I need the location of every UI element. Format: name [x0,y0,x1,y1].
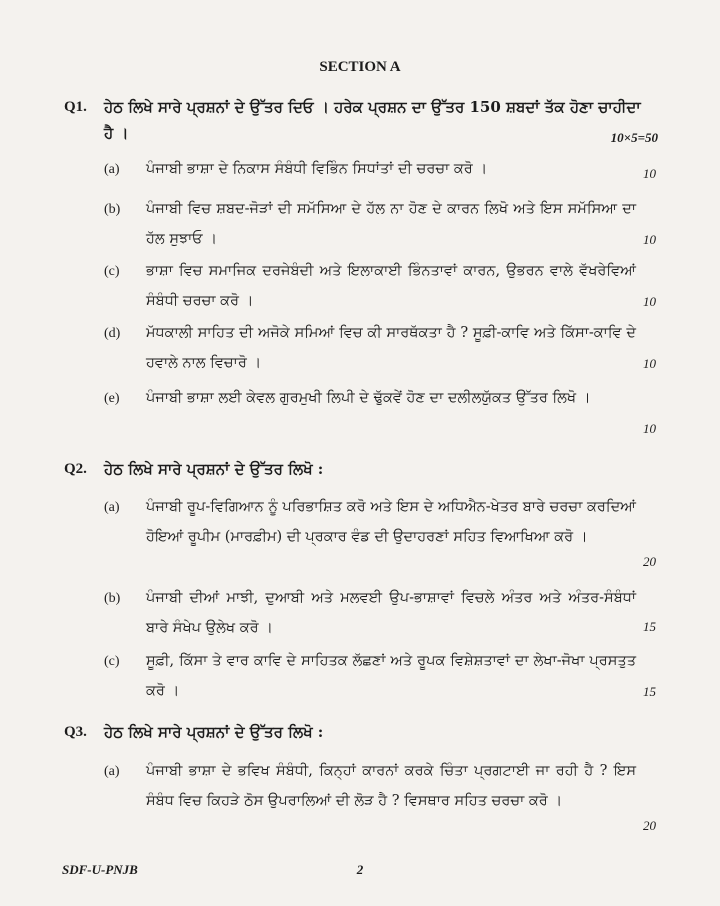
item-marks: 10 [643,294,656,309]
question-1-heading [64,94,654,146]
item-marks: 15 [643,684,656,699]
item-text: ਪੰਜਾਬੀ ਭਾਸ਼ਾ ਦੇ ਨਿਕਾਸ ਸੰਬੰਧੀ ਵਿਭਿੰਨ ਸਿਧਾਂਤਾਂ ਦੀ ਚਰਚਾ ਕਰੋ । [146,161,488,177]
item-text: ਪੰਜਾਬੀ ਭਾਸ਼ਾ ਲਈ ਕੇਵਲ ਗੁਰਮੁਖੀ ਲਿਪੀ ਦੇ ਢੁੱਕਵੇਂ ਹੋਣ ਦਾ ਦਲੀਲਯੁੱਕਤ ਉੱਤਰ ਲਿਖੋ । [146,390,591,406]
item-text: ਪੰਜਾਬੀ ਦੀਆਂ ਮਾਝੀ, ਦੁਆਬੀ ਅਤੇ ਮਲਵਈ ਉਪ-ਭਾਸ਼ਾਵਾਂ ਵਿਚਲੇ ਅੰਤਰ ਅਤੇ ਅੰਤਰ-ਸੰਬੰਧਾਂ ਬਾਰੇ ਸੰਖੇਪ ਉਲੇਖ ਕਰੋ । [146,590,636,636]
item-marks: 10 [643,166,656,181]
item-label: (c) [104,264,120,279]
question-2-number: Q2. [64,461,87,477]
item-text: ਪੰਜਾਬੀ ਵਿਚ ਸ਼ਬਦ-ਜੋੜਾਂ ਦੀ ਸਮੱਸਿਆ ਦੇ ਹੱਲ ਨਾ ਹੋਣ ਦੇ ਕਾਰਨ ਲਿਖੋ ਅਤੇ ਇਸ ਸਮੱਸਿਆ ਦਾ ਹੱਲ ਸੁਝਾਓ । [146,201,636,247]
question-2-heading [64,456,654,482]
question-1-total-marks: 10×5=50 [610,130,658,145]
item-text: ਭਾਸ਼ਾ ਵਿਚ ਸਮਾਜਿਕ ਦਰਜੇਬੰਦੀ ਅਤੇ ਇਲਾਕਾਈ ਭਿੰਨਤਾਵਾਂ ਕਾਰਨ, ਉਭਰਨ ਵਾਲੇ ਵੱਖਰੇਵਿਆਂ ਸੰਬੰਧੀ ਚਰਚਾ ਕਰੋ । [146,263,636,309]
question-3-number: Q3. [64,724,87,740]
item-text: ਮੱਧਕਾਲੀ ਸਾਹਿਤ ਦੀ ਅਜੋਕੇ ਸਮਿਆਂ ਵਿਚ ਕੀ ਸਾਰਥੱਕਤਾ ਹੈ ? ਸੂਫ਼ੀ-ਕਾਵਿ ਅਤੇ ਕਿੱਸਾ-ਕਾਵਿ ਦੇ ਹਵਾਲੇ ਨਾਲ ਵਿਚਾਰੋ । [146,325,636,371]
item-label: (a) [104,500,120,515]
section-title: SECTION A [319,59,401,75]
item-marks: 10 [643,421,656,436]
paper-code: SDF-U-PNJB [62,862,138,877]
question-2-prompt: ਹੇਠ ਲਿਖੇ ਸਾਰੇ ਪ੍ਰਸ਼ਨਾਂ ਦੇ ਉੱਤਰ ਲਿਖੋ : [104,460,324,478]
item-label: (a) [104,162,120,177]
question-1-number: Q1. [64,99,87,115]
page-number: 2 [356,862,364,877]
item-label: (d) [104,326,121,341]
item-marks: 20 [643,554,656,569]
item-label: (c) [104,654,120,669]
item-label: (a) [104,764,120,779]
item-text: ਪੰਜਾਬੀ ਭਾਸ਼ਾ ਦੇ ਭਵਿਖ ਸੰਬੰਧੀ, ਕਿਨ੍ਹਾਂ ਕਾਰਨਾਂ ਕਰਕੇ ਚਿੰਤਾ ਪ੍ਰਗਟਾਈ ਜਾ ਰਹੀ ਹੈ ? ਇਸ ਸੰਬੰਧ ਵਿਚ ਕਿਹੜੇ ਠੋਸ ਉਪਰਾਲਿਆਂ ਦੀ ਲੋੜ ਹੈ ? ਵਿਸਥਾਰ ਸਹਿਤ ਚਰਚਾ ਕਰੋ । [146,763,636,809]
item-marks: 20 [643,818,656,833]
question-1-prompt: ਹੇਠ ਲਿਖੇ ਸਾਰੇ ਪ੍ਰਸ਼ਨਾਂ ਦੇ ਉੱਤਰ ਦਿਓ । ਹਰੇਕ ਪ੍ਰਸ਼ਨ ਦਾ ਉੱਤਰ 150 ਸ਼ਬਦਾਂ ਤੱਕ ਹੋਣਾ ਚਾਹੀਦਾ ਹੈ । [104,98,641,142]
item-label: (b) [104,591,121,606]
question-3-prompt: ਹੇਠ ਲਿਖੇ ਸਾਰੇ ਪ੍ਰਸ਼ਨਾਂ ਦੇ ਉੱਤਰ ਲਿਖੋ : [104,723,324,741]
item-label: (e) [104,391,120,406]
item-label: (b) [104,202,121,217]
item-text: ਸੂਫ਼ੀ, ਕਿੱਸਾ ਤੇ ਵਾਰ ਕਾਵਿ ਦੇ ਸਾਹਿਤਕ ਲੱਛਣਾਂ ਅਤੇ ਰੂਪਕ ਵਿਸ਼ੇਸ਼ਤਾਵਾਂ ਦਾ ਲੇਖਾ-ਜੋਖਾ ਪ੍ਰਸਤੁਤ ਕਰੋ । [146,653,636,699]
item-marks: 10 [643,356,656,371]
item-text: ਪੰਜਾਬੀ ਰੂਪ-ਵਿਗਿਆਨ ਨੂੰ ਪਰਿਭਾਸ਼ਿਤ ਕਰੋ ਅਤੇ ਇਸ ਦੇ ਅਧਿਐਨ-ਖੇਤਰ ਬਾਰੇ ਚਰਚਾ ਕਰਦਿਆਂ ਹੋਇਆਂ ਰੂਪੀਮ (ਮਾਰਫ਼ੀਮ) ਦੀ ਪ੍ਰਕਾਰ ਵੰਡ ਦੀ ਉਦਾਹਰਣਾਂ ਸਹਿਤ ਵਿਆਖਿਆ ਕਰੋ । [146,499,636,545]
question-3-heading [64,719,654,745]
item-marks: 10 [643,232,656,247]
item-marks: 15 [643,619,656,634]
